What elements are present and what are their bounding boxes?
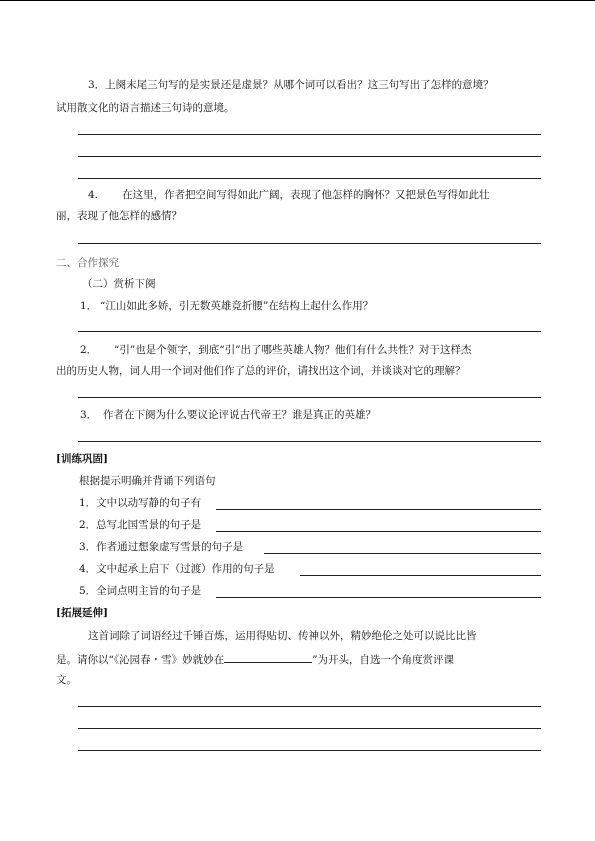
extension-answer-line-2[interactable] bbox=[78, 728, 541, 729]
q4-answer-line[interactable] bbox=[78, 243, 541, 244]
training-item-2-blank[interactable] bbox=[216, 531, 541, 532]
training-item-5-blank[interactable] bbox=[216, 597, 541, 598]
s2-q3-text: 作者在下阕为什么要议论评说古代帝王？谁是真正的英雄？ bbox=[103, 409, 376, 421]
s2-q1-answer-line[interactable] bbox=[78, 331, 541, 332]
s2-q2-text-line1: “引”也是个领字，到底“引”出了哪些英雄人物？他们有什么共性？对于这样杰 bbox=[114, 344, 472, 356]
q3-answer-line-1[interactable] bbox=[78, 134, 541, 135]
s2-q2-number: 2． bbox=[80, 344, 98, 356]
training-item-1-blank[interactable] bbox=[216, 509, 541, 510]
training-item-3-blank[interactable] bbox=[264, 553, 541, 554]
q3-answer-line-3[interactable] bbox=[78, 178, 541, 179]
extension-text-line3: 文。 bbox=[56, 674, 77, 686]
section-title-cooperative-inquiry: 二、合作探究 bbox=[56, 257, 119, 269]
q4-text-line1: 在这里，作者把空间写得如此广阔，表现了他怎样的胸怀？又把景色写得如此壮 bbox=[122, 189, 490, 201]
s2-q1-number: 1． bbox=[80, 300, 98, 312]
q3-text-line1: 3．上阕末尾三句写的是实景还是虚景？从哪个词可以看出？这三句写出了怎样的意境？ bbox=[88, 79, 494, 91]
extension-inline-blank[interactable] bbox=[224, 653, 312, 663]
extension-heading: [拓展延伸] bbox=[56, 607, 108, 619]
s2-q2-text-line2: 出的历史人物，词人用一个词对他们作了总的评价，请找出这个词，并谈谈对它的理解？ bbox=[56, 365, 466, 377]
s2-q1-text: “江山如此多娇，引无数英雄竞折腰”在结构上起什么作用？ bbox=[100, 300, 374, 312]
training-item-4-blank[interactable] bbox=[300, 575, 541, 576]
extension-text-line1: 这首词除了词语经过千锤百炼，运用得贴切、传神以外，精妙绝伦之处可以说比比皆 bbox=[88, 630, 477, 642]
extension-answer-line-3[interactable] bbox=[78, 750, 541, 751]
extension-text-line2 bbox=[56, 653, 454, 666]
training-item-3: 3．作者通过想象虚写雪景的句子是 bbox=[79, 541, 244, 553]
training-instruction: 根据提示明确并背诵下列语句 bbox=[79, 475, 216, 487]
q4-number: 4. bbox=[88, 189, 99, 201]
q3-text-line2: 试用散文化的语言描述三句诗的意境。 bbox=[56, 102, 235, 114]
q3-answer-line-2[interactable] bbox=[78, 156, 541, 157]
extension-line2-suffix: ”为开头，自选一个角度赏评课 bbox=[312, 654, 454, 666]
page-top-border bbox=[0, 0, 595, 1]
training-item-2: 2．总写北国雪景的句子是 bbox=[79, 519, 202, 531]
subsection-title: （二）赏析下阕 bbox=[82, 278, 156, 290]
extension-answer-line-1[interactable] bbox=[78, 706, 541, 707]
training-item-1: 1．文中以动写静的句子有 bbox=[79, 497, 202, 509]
s2-q3-answer-line[interactable] bbox=[78, 441, 541, 442]
s2-q2-answer-line[interactable] bbox=[78, 397, 541, 398]
training-item-4: 4．文中起承上启下（过渡）作用的句子是 bbox=[79, 563, 275, 575]
q4-text-line2: 丽，表现了他怎样的感情？ bbox=[56, 210, 182, 222]
training-item-5: 5．全词点明主旨的句子是 bbox=[79, 585, 202, 597]
s2-q3-number: 3． bbox=[80, 409, 98, 421]
extension-line2-prefix: 是。请你以“《沁园春・雪》妙就妙在 bbox=[56, 654, 225, 666]
training-heading: [训练巩固] bbox=[56, 453, 108, 465]
